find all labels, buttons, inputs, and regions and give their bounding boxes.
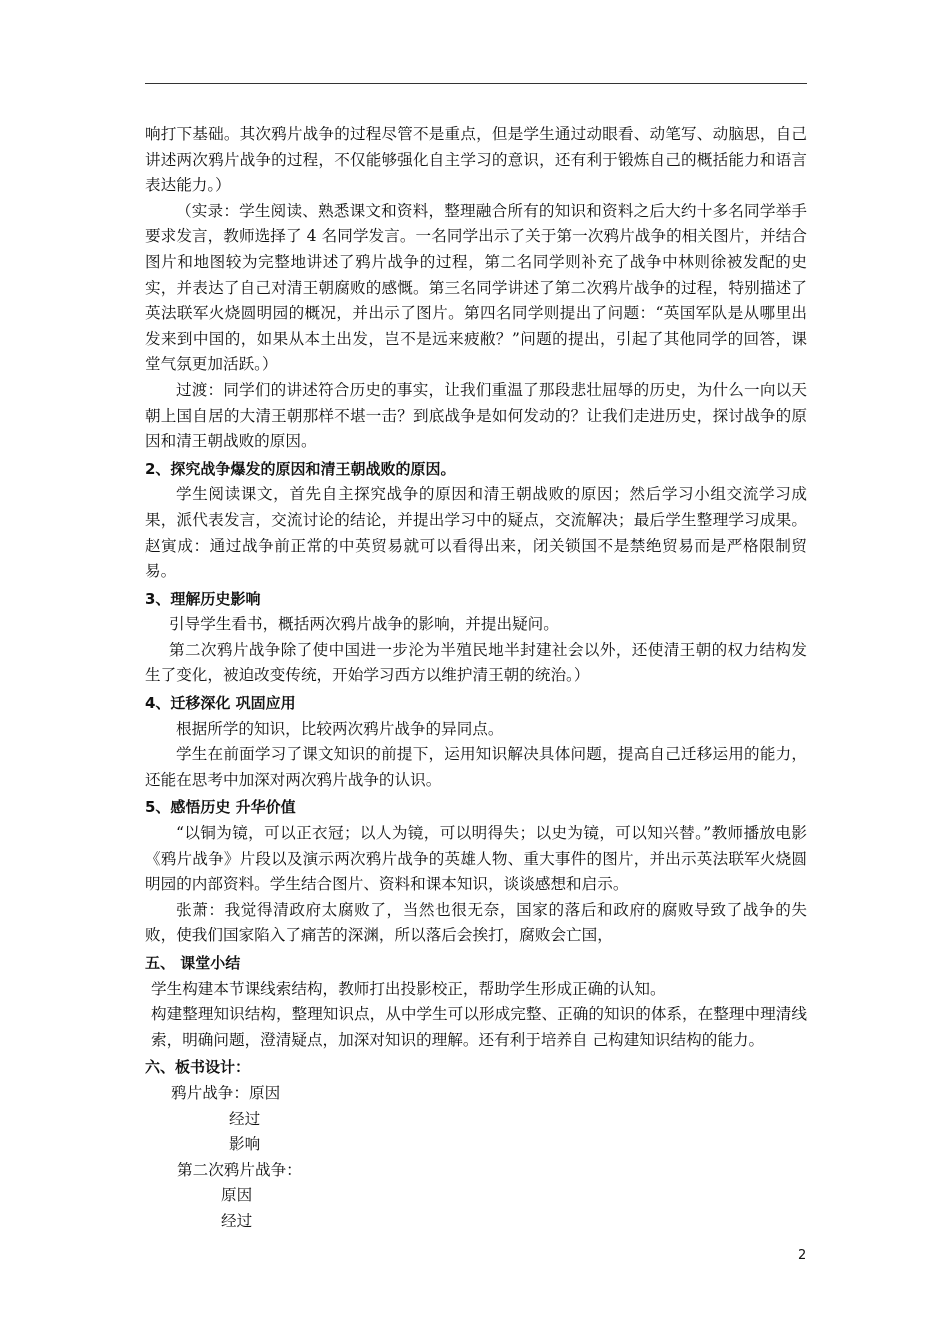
paragraph-quote: “以铜为镜，可以正衣冠；以人为镜，可以明得失；以史为镜，可以知兴替。”教师播放电影《鸦片战争》片段以及演示两次鸦片战争的英雄人物、重大事件的图片，并出示英法联军火烧圆明园的内部资料。学生结合图片、资料和课本知识，谈谈感想和启示。 (145, 824, 807, 894)
heading-5: 5、感悟历史 升华价值 (145, 798, 296, 817)
board-line-5: 原因 (221, 1186, 253, 1205)
paragraph-guide: 引导学生看书，概括两次鸦片战争的影响，并提出疑问。 (169, 615, 559, 634)
paragraph-compare: 根据所学的知识，比较两次鸦片战争的异同点。 (176, 719, 504, 738)
paragraph-summary-1: 学生构建本节课线索结构，教师打出投影校正，帮助学生形成正确的认知。 (151, 979, 666, 998)
board-line-4: 第二次鸦片战争： (177, 1160, 302, 1179)
paragraph-summary-2: 构建整理知识结构，整理知识点，从中学生可以形成完整、正确的知识的体系，在整理中理清线索，明确问题，澄清疑点，加深对知识的理解。还有利于培养自 己构建知识结构的能力。 (151, 1005, 807, 1049)
board-line-2: 经过 (229, 1109, 261, 1128)
board-line-6: 经过 (221, 1211, 253, 1230)
paragraph-transition: 过渡：同学们的讲述符合历史的事实，让我们重温了那段悲壮屈辱的历史，为什么一向以天朝上国自居的大清王朝那样不堪一击？到底战争是如何发动的？让我们走进历史，探讨战争的原因和清王朝战败的原因。 (145, 380, 807, 451)
heading-3: 3、理解历史影响 (145, 589, 261, 608)
heading-summary: 五、 课堂小结 (145, 954, 241, 972)
heading-4: 4、迁移深化 巩固应用 (145, 694, 296, 713)
paragraph-causes: 学生阅读课文，首先自主探究战争的原因和清王朝战败的原因；然后学习小组交流学习成果，派代表发言，交流讨论的结论，并提出学习中的疑点，交流解决；最后学生整理学习成果。赵寅成：通过战争前正常的中英贸易就可以看得出来，闭关锁国不是禁绝贸易而是严格限制贸易。 (145, 485, 807, 581)
board-line-3: 影响 (229, 1135, 261, 1154)
paragraph-student-view: 张萧：我觉得清政府太腐败了，当然也很无奈，国家的落后和政府的腐败导致了战争的失败，使我们国家陷入了痛苦的深渊，所以落后会挨打，腐败会亡国， (145, 900, 807, 945)
page-number: 2 (798, 1248, 807, 1263)
board-line-1: 鸦片战争：原因 (171, 1083, 281, 1102)
paragraph-continued: 响打下基础。其次鸦片战争的过程尽管不是重点，但是学生通过动眼看、动笔写、动脑思，自己讲述两次鸦片战争的过程，不仅能够强化自主学习的意识，还有利于锻炼自己的概括能力和语言表达能力。） (145, 125, 807, 195)
header-rule (145, 83, 807, 84)
heading-board-design: 六、板书设计： (145, 1058, 251, 1077)
paragraph-second-war: 第二次鸦片战争除了使中国进一步沦为半殖民地半封建社会以外，还使清王朝的权力结构发生了变化，被迫改变传统，开始学习西方以维护清王朝的统治。） (145, 640, 807, 685)
paragraph-record: （实录：学生阅读、熟悉课文和资料，整理融合所有的知识和资料之后大约十多名同学举手要求发言，教师选择了 4 名同学发言。一名同学出示了关于第一次鸦片战争的相关图片，并结合图片和地图较为完整地讲述了鸦片战争的过程，第二名同学则补充了战争中林则徐被发配的史实，并表达了自己对清王朝腐败的感慨。第三名同学讲述了第二次鸦片战争的过程，特别描述了英法联军火烧圆明园的概况，并出示了图片。第四名同学则提出了问题：“英国军队是从哪里出发来到中国的，如果从本土出发，岂不是远来疲敝？”问题的提出，引起了其他同学的回答，课堂气氛更加活跃。） (145, 201, 807, 374)
heading-2: 2、探究战争爆发的原因和清王朝战败的原因。 (145, 459, 456, 478)
document-body (145, 122, 807, 1235)
paragraph-apply: 学生在前面学习了课文知识的前提下，运用知识解决具体问题，提高自己迁移运用的能力，还能在思考中加深对两次鸦片战争的认识。 (145, 745, 807, 789)
